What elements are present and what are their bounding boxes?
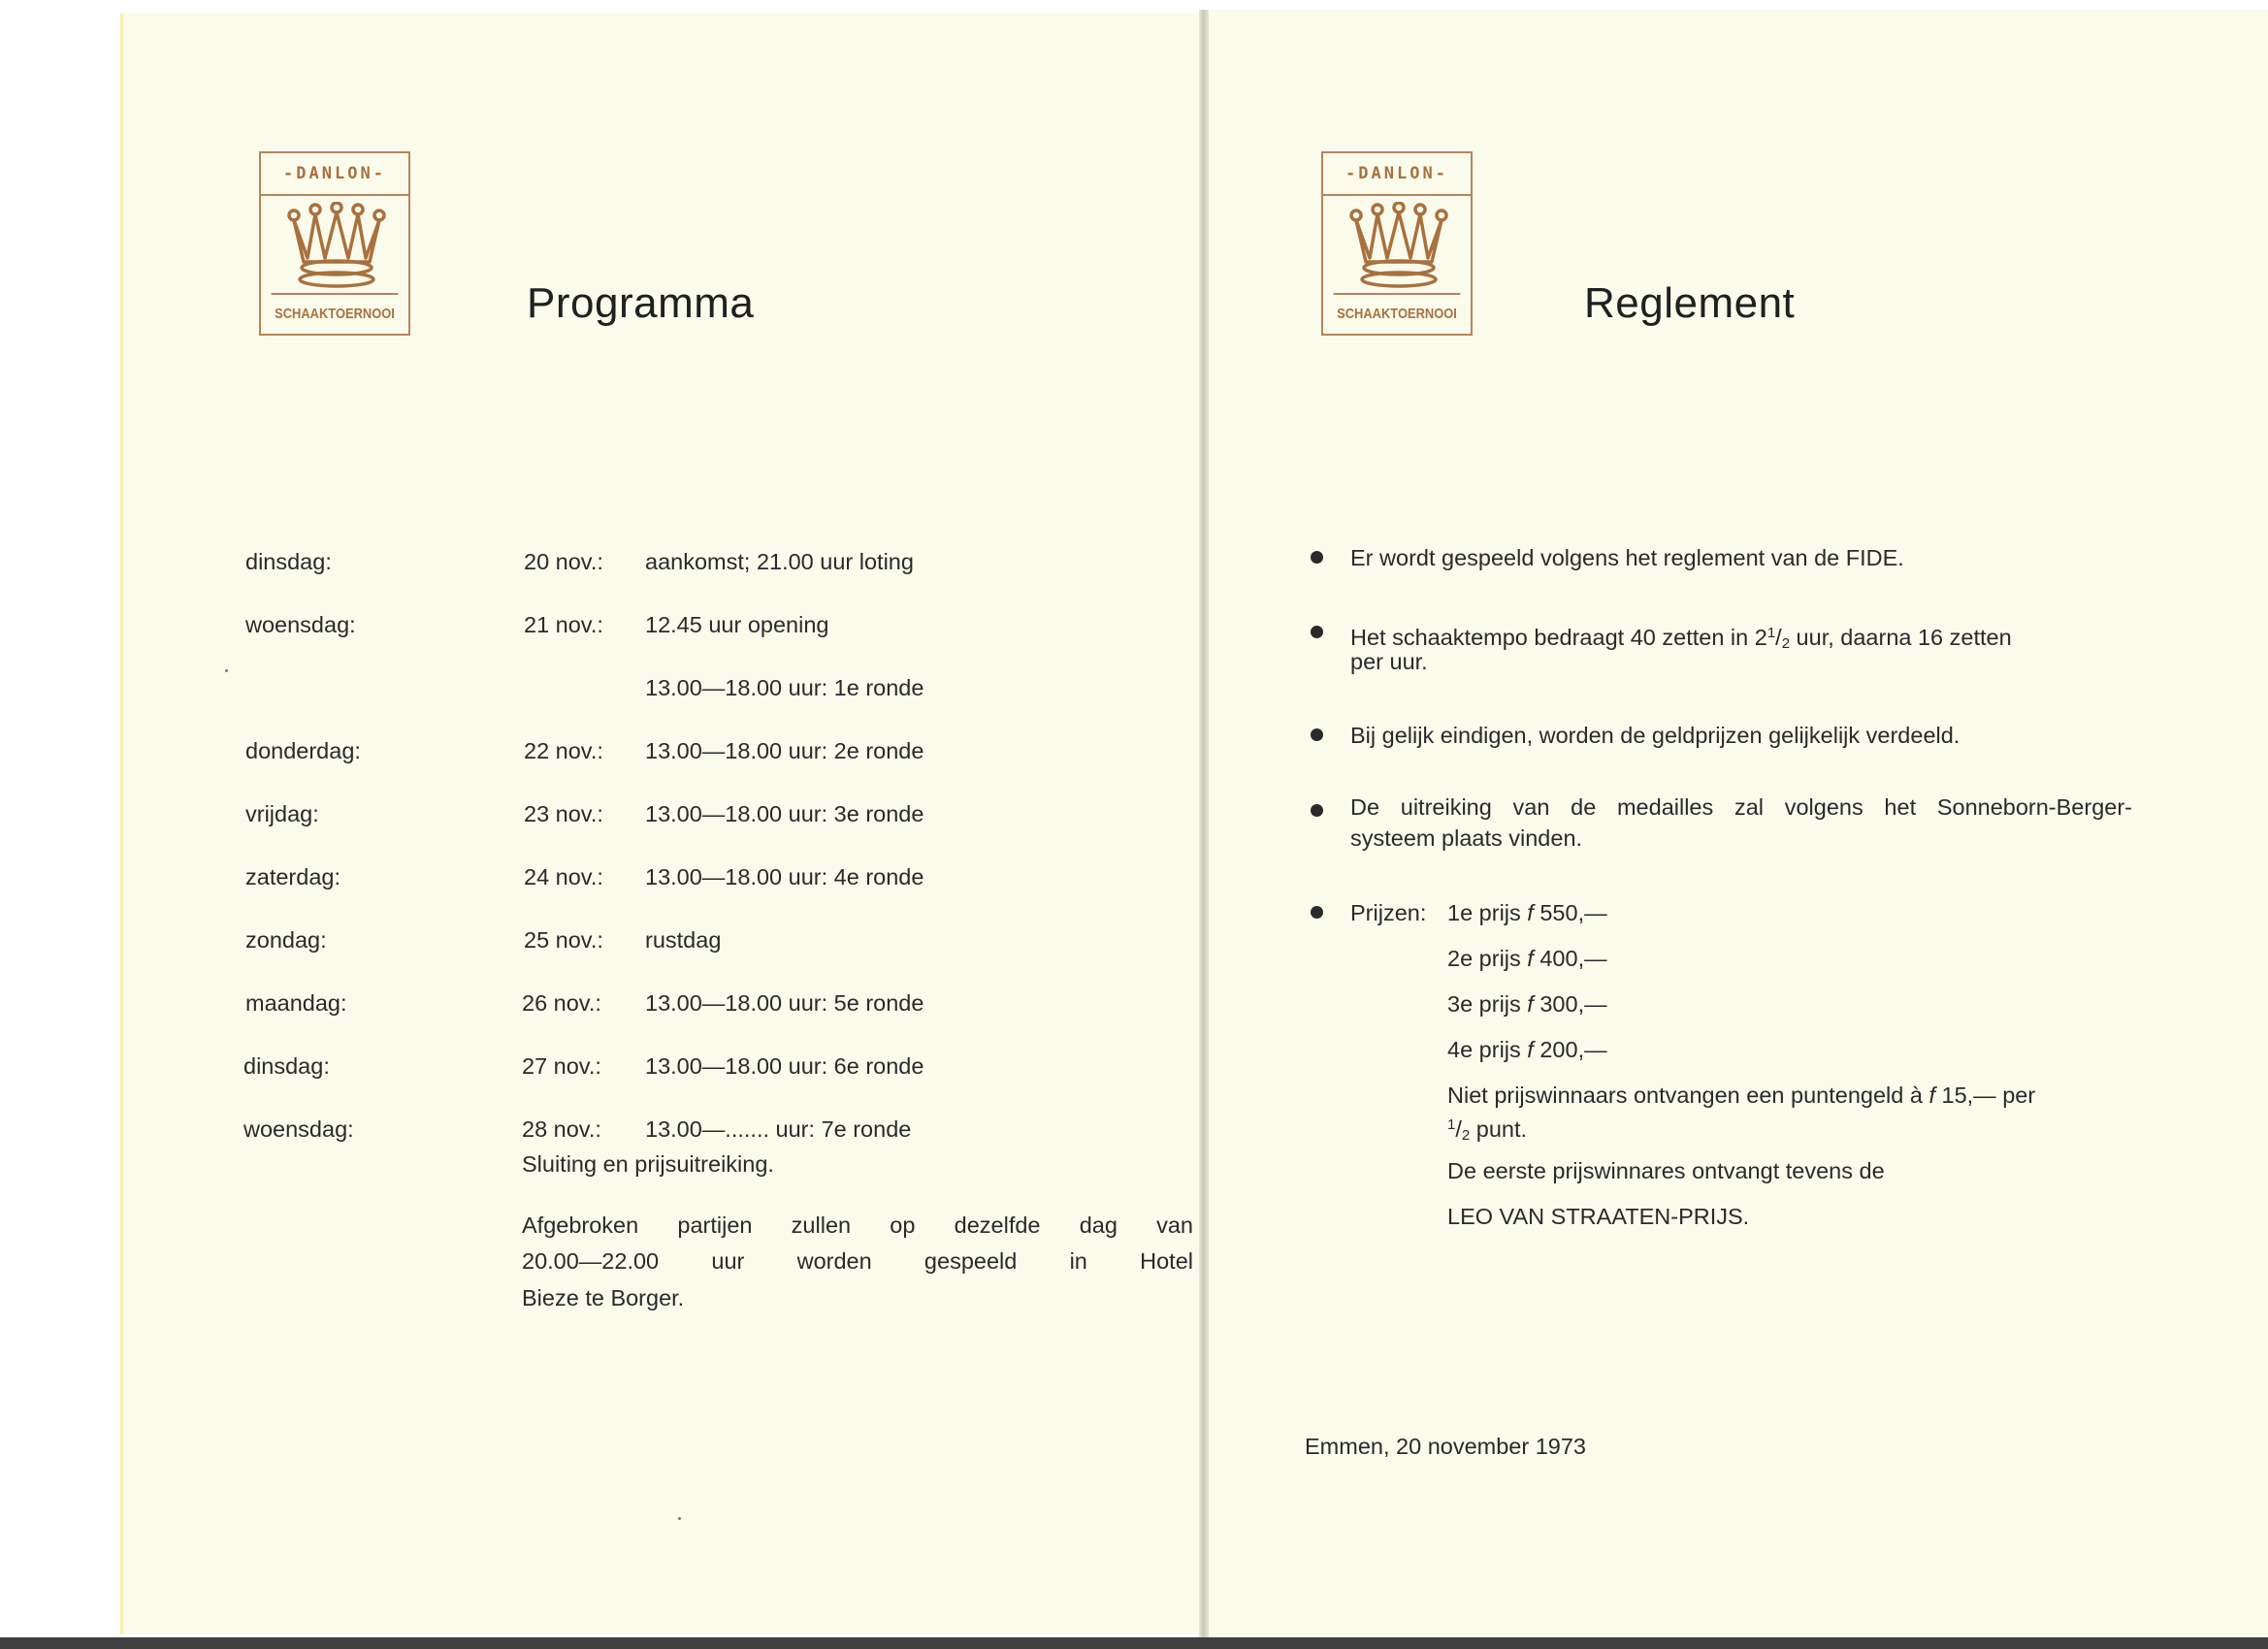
bullet-icon xyxy=(1311,626,1323,638)
signature-place-date: Emmen, 20 november 1973 xyxy=(1305,1434,1586,1459)
non-winners-line1 xyxy=(1447,1082,2132,1110)
prize-rank: 3e prijs xyxy=(1447,991,1521,1017)
non-winners-text: Niet prijswinnaars ontvangen een puntengeld à xyxy=(1447,1083,1929,1108)
scanner-edge xyxy=(0,1637,2268,1649)
fraction-numerator: 1 xyxy=(1766,625,1776,641)
schedule-event: 13.00—18.00 uur: 3e ronde xyxy=(645,801,924,826)
fraction: $^1/_2$ xyxy=(1447,1116,1471,1144)
guilder-sign: f xyxy=(1527,991,1534,1017)
schedule-date: 22 nov.: xyxy=(524,738,603,763)
first-female-winner-text: De eerste prijswinnares ontvangt tevens de xyxy=(1447,1158,1885,1183)
schedule-event: rustdag xyxy=(645,927,722,953)
non-winners-point: punt. xyxy=(1470,1116,1528,1142)
schedule-event: 13.00—18.00 uur: 2e ronde xyxy=(645,738,924,763)
schedule-date: 28 nov.: xyxy=(522,1116,601,1142)
prize-row xyxy=(1447,1036,1607,1064)
schedule-date: 21 nov.: xyxy=(524,612,603,637)
logo-bottom-text: SCHAAKTOERNOOI xyxy=(272,293,399,334)
guilder-sign: f xyxy=(1928,1083,1935,1108)
danlon-logo xyxy=(1321,151,1473,336)
rule-medals-line2: systeem plaats vinden. xyxy=(1350,825,1583,851)
non-winners-text-b: 15,— per xyxy=(1934,1083,2036,1108)
schedule-day: dinsdag: xyxy=(245,549,332,574)
danlon-logo xyxy=(259,151,410,336)
schedule-date: 23 nov.: xyxy=(524,801,603,826)
page-title-programma: Programma xyxy=(527,279,755,327)
prize-amount: 550,— xyxy=(1539,900,1607,925)
note-line: 20.00—22.00 uur worden gespeeld in Hotel xyxy=(522,1248,1193,1274)
schedule-date: 20 nov.: xyxy=(524,549,603,574)
crown-icon xyxy=(1348,202,1449,289)
prize-row xyxy=(1447,990,1607,1018)
prize-rank: 1e prijs xyxy=(1447,900,1521,925)
fraction: $^1/_2$ xyxy=(1766,625,1791,652)
schedule-day: woensdag: xyxy=(243,1116,354,1142)
rule-tempo-text: Het schaaktempo bedraagt 40 zetten in 2 xyxy=(1350,625,1767,650)
schedule-event: 13.00—18.00 uur: 1e ronde xyxy=(645,675,924,700)
prize-rank: 2e prijs xyxy=(1447,946,1521,971)
scan-speck xyxy=(225,669,228,672)
crown-icon xyxy=(286,202,387,289)
prize-name: LEO VAN STRAATEN-PRIJS. xyxy=(1447,1204,1750,1229)
schedule-date: 25 nov.: xyxy=(524,927,603,953)
schedule-date: 26 nov.: xyxy=(522,990,601,1016)
prize-amount: 300,— xyxy=(1539,991,1607,1017)
bullet-icon xyxy=(1311,804,1323,817)
schedule-day: donderdag: xyxy=(245,738,361,763)
prize-amount: 400,— xyxy=(1539,946,1607,971)
fraction-denominator: 2 xyxy=(1461,1127,1471,1144)
note-line: Afgebroken partijen zullen op dezelfde dag van xyxy=(522,1212,1193,1238)
schedule-event: aankomst; 21.00 uur loting xyxy=(645,549,914,574)
rule-ties: Bij gelijk eindigen, worden de geldprijzen gelijkelijk verdeeld. xyxy=(1350,723,1960,748)
schedule-date: 24 nov.: xyxy=(524,864,603,889)
logo-top-text: -DANLON- xyxy=(261,153,408,196)
schedule-day: vrijdag: xyxy=(245,801,319,826)
page-title-reglement: Reglement xyxy=(1584,279,1796,327)
bullet-icon xyxy=(1311,906,1323,919)
prizes-label: Prijzen: xyxy=(1350,900,1427,925)
non-winners-line2 xyxy=(1447,1111,1527,1149)
rule-medals-line1: De uitreiking van de medailles zal volgens het Sonneborn-Berger- xyxy=(1350,794,2132,820)
fraction-denominator: 2 xyxy=(1781,635,1791,652)
guilder-sign: f xyxy=(1527,1037,1534,1062)
bullet-icon xyxy=(1311,728,1323,741)
prize-amount: 200,— xyxy=(1539,1037,1607,1062)
fraction-numerator: 1 xyxy=(1447,1116,1456,1133)
schedule-day: zaterdag: xyxy=(245,864,340,889)
rule-fide: Er wordt gespeeld volgens het reglement van de FIDE. xyxy=(1350,545,1904,570)
guilder-sign: f xyxy=(1527,946,1534,971)
note-line: Bieze te Borger. xyxy=(522,1285,685,1310)
schedule-day: woensdag: xyxy=(245,612,356,637)
rule-tempo-line2: per uur. xyxy=(1350,649,1428,674)
logo-top-text: -DANLON- xyxy=(1323,153,1471,196)
schedule-day: dinsdag: xyxy=(243,1053,330,1079)
right-page xyxy=(1204,10,2268,1637)
schedule-day: maandag: xyxy=(245,990,347,1016)
book-spine xyxy=(1199,10,1209,1637)
schedule-event: 13.00—18.00 uur: 5e ronde xyxy=(645,990,924,1016)
rule-tempo xyxy=(1350,619,2132,658)
schedule-event: 12.45 uur opening xyxy=(645,612,829,637)
schedule-day: zondag: xyxy=(245,927,327,953)
rule-tempo-text-after: uur, daarna 16 zetten xyxy=(1790,625,2012,650)
schedule-date: 27 nov.: xyxy=(522,1053,601,1079)
schedule-event: 13.00—18.00 uur: 4e ronde xyxy=(645,864,924,889)
schedule-event: 13.00—....... uur: 7e ronde xyxy=(645,1116,912,1142)
left-page xyxy=(120,14,1207,1634)
prize-row xyxy=(1447,945,1607,973)
logo-bottom-text: SCHAAKTOERNOOI xyxy=(1334,293,1461,334)
prize-rank: 4e prijs xyxy=(1447,1037,1521,1062)
prize-row xyxy=(1447,899,1607,927)
scan-speck xyxy=(678,1517,681,1520)
guilder-sign: f xyxy=(1527,900,1534,925)
schedule-event: 13.00—18.00 uur: 6e ronde xyxy=(645,1053,924,1079)
closing-text: Sluiting en prijsuitreiking. xyxy=(522,1151,774,1177)
bullet-icon xyxy=(1311,551,1323,564)
